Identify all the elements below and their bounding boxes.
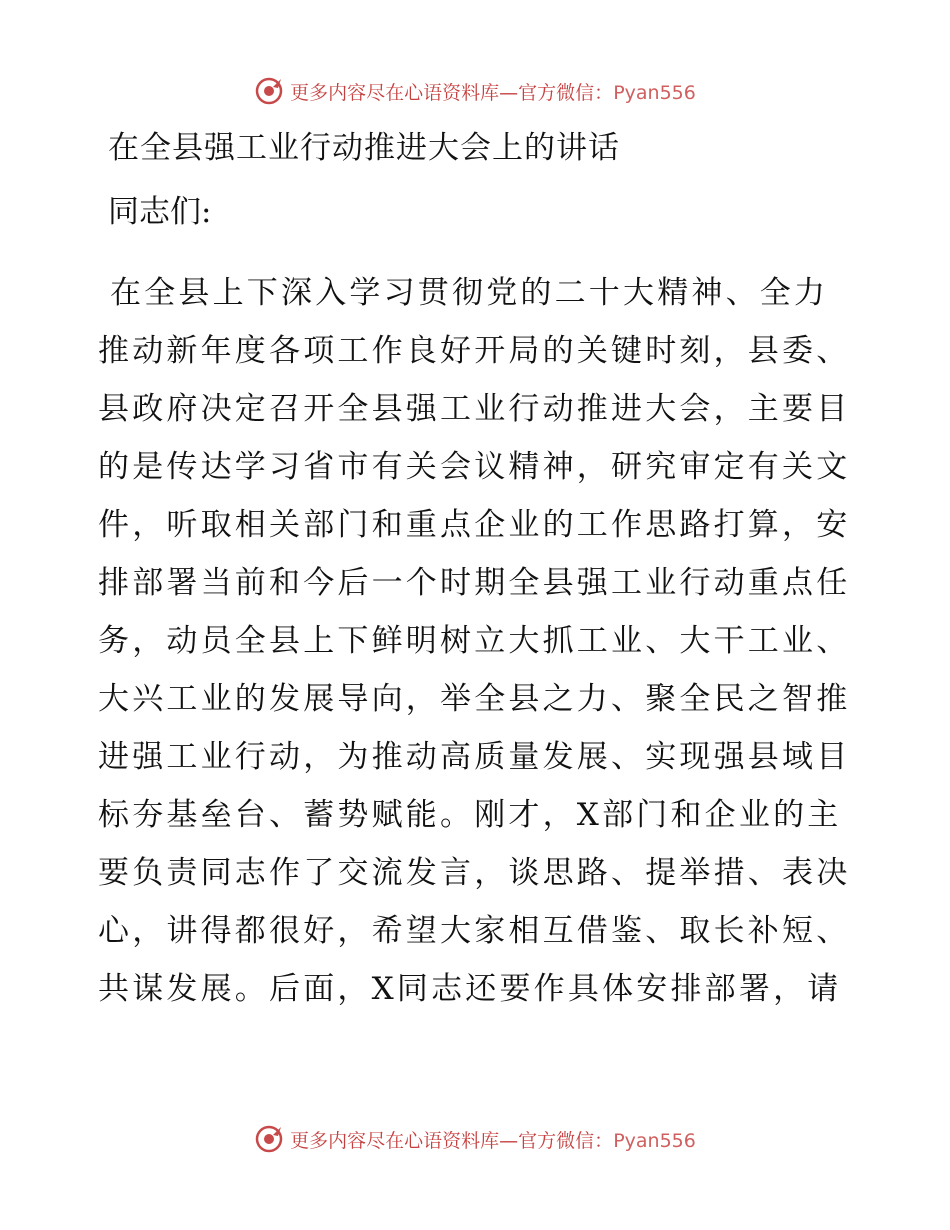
watermark-wechat-id: Pyan556 (613, 1129, 696, 1152)
paragraph-line: 推动新年度各项工作良好开局的关键时刻，县委、 (98, 333, 851, 369)
paragraph-line: 标夯基垒台、蓄势赋能。刚才，X部门和企业的主 (98, 797, 842, 833)
watermark-dash: — (499, 81, 519, 104)
watermark-dash: — (499, 1129, 519, 1152)
watermark-wechat-id: Pyan556 (613, 81, 696, 104)
footer-watermark (0, 1124, 950, 1154)
document-title: 在全县强工业行动推进大会上的讲话 (108, 130, 620, 166)
paragraph-line: 务，动员全县上下鲜明树立大抓工业、大干工业、 (98, 623, 851, 659)
speech-paragraph (98, 264, 858, 1018)
watermark-text (290, 1126, 696, 1153)
watermark-official: 官方微信： (518, 81, 614, 104)
paragraph-line: 进强工业行动，为推动高质量发展、实现强县域目 (98, 739, 851, 775)
paragraph-line: 县政府决定召开全县强工业行动推进大会，主要目 (98, 391, 851, 427)
paragraph-line: 大兴工业的发展导向，举全县之力、聚全民之智推 (98, 681, 851, 717)
watermark-text (290, 78, 696, 105)
paragraph-line: 在全县上下深入学习贯彻党的二十大精神、全力 (110, 275, 829, 311)
paragraph-line: 件，听取相关部门和重点企业的工作思路打算，安 (98, 507, 851, 543)
watermark-official: 官方微信： (518, 1129, 614, 1152)
paragraph-line: 心，讲得都很好，希望大家相互借鉴、取长补短、 (98, 913, 851, 949)
paragraph-line: 要负责同志作了交流发言，谈思路、提举措、表决 (98, 855, 851, 891)
document-body (98, 120, 858, 1018)
header-watermark (0, 76, 950, 106)
quill-logo-icon (254, 1124, 284, 1154)
quill-logo-icon (254, 76, 284, 106)
paragraph-line: 排部署当前和今后一个时期全县强工业行动重点任 (98, 565, 851, 601)
paragraph-line: 的是传达学习省市有关会议精神，研究审定有关文 (98, 449, 851, 485)
salutation: 同志们: (108, 194, 212, 230)
watermark-label: 更多内容尽在心语资料库 (290, 81, 500, 104)
paragraph-line: 共谋发展。后面，X同志还要作具体安排部署，请 (98, 971, 842, 1007)
watermark-label: 更多内容尽在心语资料库 (290, 1129, 500, 1152)
